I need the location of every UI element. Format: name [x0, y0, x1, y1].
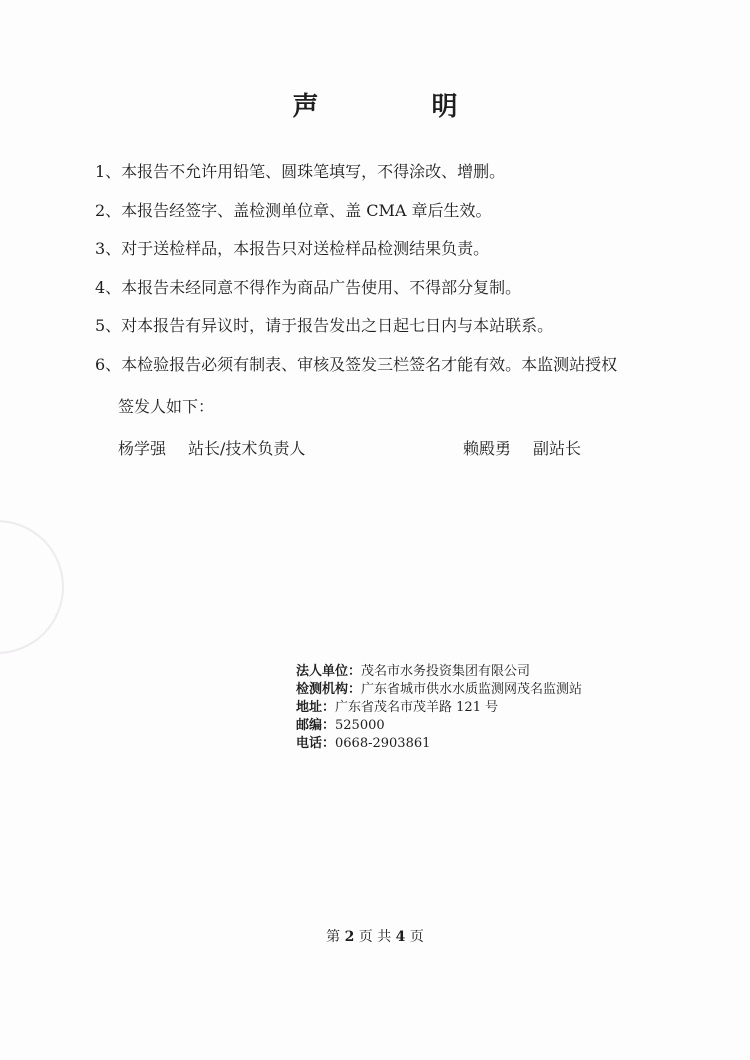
signer-1-name: 杨学强: [118, 439, 167, 458]
testing-org-value: 广东省城市供水水质监测网茂名监测站: [361, 682, 583, 697]
phone-value: 0668-2903861: [335, 736, 431, 751]
address-label: 地址：: [296, 700, 336, 715]
pager-prefix: 第: [326, 929, 341, 945]
declaration-item-1: 1、本报告不允许用铅笔、圆珠笔填写，不得涂改、增删。: [95, 162, 506, 181]
phone-label: 电话：: [296, 736, 336, 751]
declaration-item-4: 4、本报告未经同意不得作为商品广告使用、不得部分复制。: [95, 277, 522, 297]
signer-1-role: 站长/技术负责人: [188, 439, 306, 458]
organization-info: [296, 663, 582, 753]
faded-stamp: [0, 520, 64, 654]
address-row: [296, 699, 582, 717]
legal-entity-value: 茂名市水务投资集团有限公司: [361, 664, 531, 679]
pager-suffix: 页: [409, 929, 424, 945]
signer-1: [118, 437, 305, 461]
signer-2: [463, 437, 581, 461]
pager-middle: 页 共: [358, 929, 392, 945]
zip-row: [296, 717, 582, 735]
page-number: [0, 926, 750, 946]
phone-row: [296, 735, 582, 753]
declaration-item-5: 5、对本报告有异议时，请于报告发出之日起七日内与本站联系。: [95, 316, 554, 335]
testing-org-row: [296, 681, 582, 699]
testing-org-label: 检测机构：: [296, 682, 362, 697]
page-title: 声 明: [292, 92, 510, 122]
declaration-item-6: 6、本检验报告必须有制表、审核及签发三栏签名才能有效。本监测站授权: [95, 354, 618, 374]
legal-entity-label: 法人单位：: [296, 664, 362, 679]
pager-total: 4: [395, 929, 406, 945]
declaration-list: [95, 160, 715, 391]
legal-entity-row: [296, 663, 582, 681]
signer-2-name: 赖殿勇: [463, 439, 512, 458]
pager-current: 2: [344, 929, 355, 945]
address-value: 广东省茂名市茂羊路 121 号: [335, 700, 499, 715]
zip-label: 邮编：: [296, 718, 336, 733]
signer-2-role: 副站长: [533, 439, 582, 458]
declaration-item-6-continued: 签发人如下：: [118, 397, 215, 416]
zip-value: 525000: [335, 718, 385, 733]
declaration-item-2: 2、本报告经签字、盖检测单位章、盖 CMA 章后生效。: [95, 200, 492, 220]
declaration-item-3: 3、对于送检样品，本报告只对送检样品检测结果负责。: [95, 239, 490, 258]
